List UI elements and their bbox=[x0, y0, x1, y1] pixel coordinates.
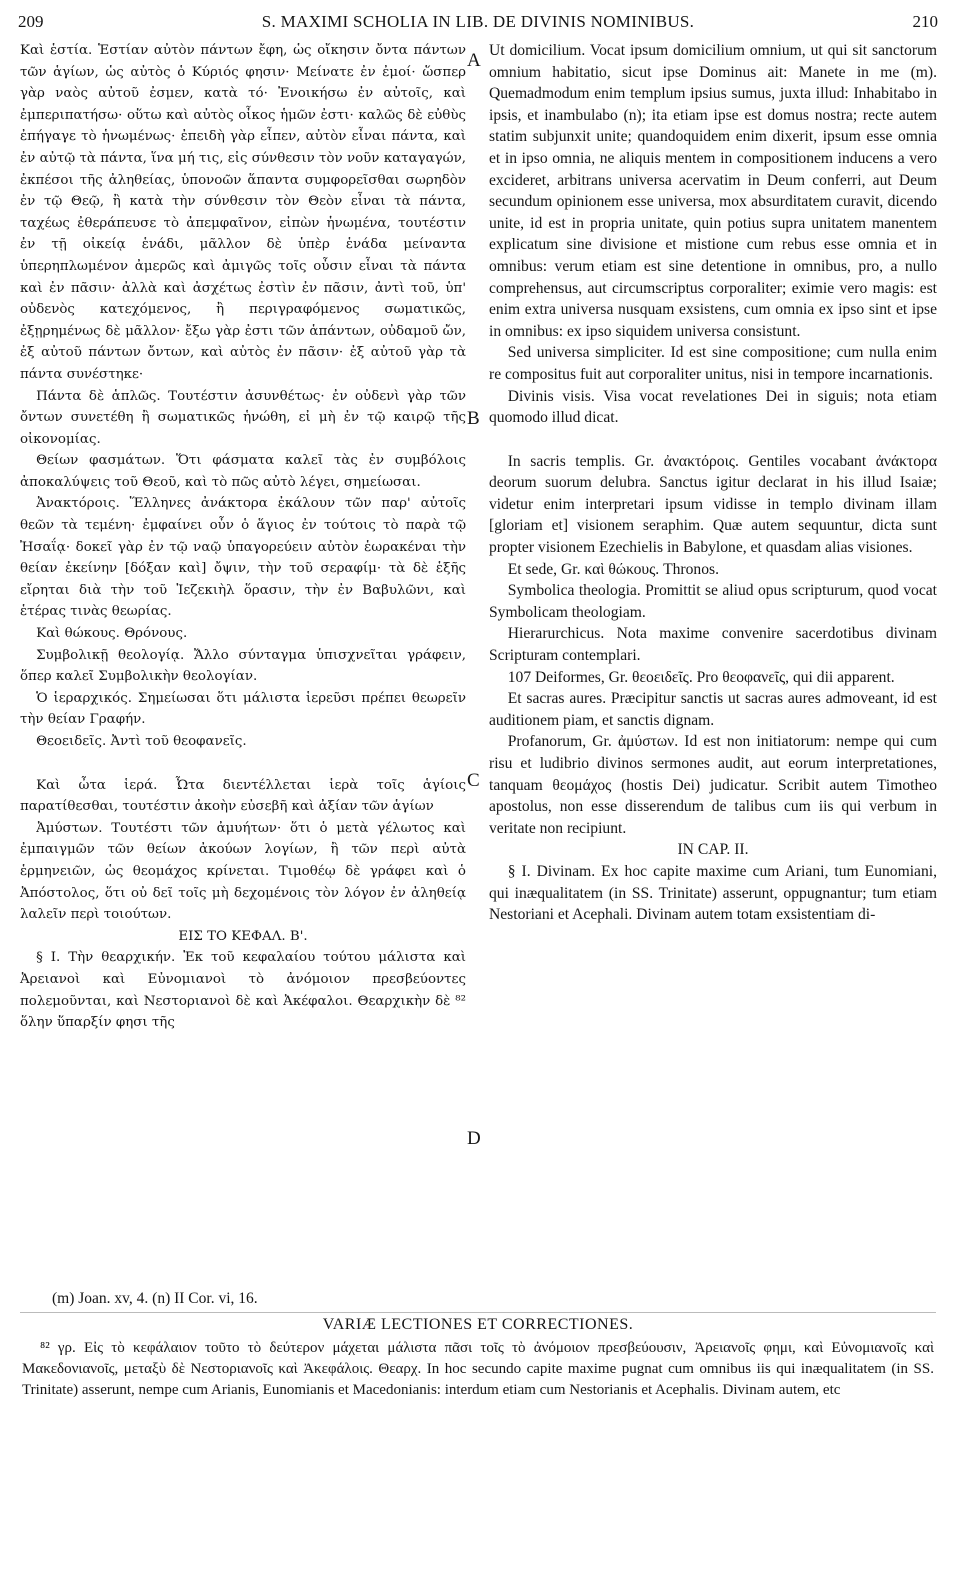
scripture-references: (m) Joan. xv, 4. (n) II Cor. vi, 16. bbox=[52, 1290, 258, 1307]
greek-para-symbolike: Συμβολικῇ θεολογίᾳ. Ἄλλο σύνταγμα ὑπισχνεῖται γράφειν, ὅπερ καλεῖ Συμβολικὴν θεολογίαν. bbox=[20, 647, 466, 685]
latin-para-sacras-aures: Et sacras aures. Præcipitur sanctis ut sacras aures admoveant, id est auditionem piam, et sanctis dignam. bbox=[489, 690, 937, 729]
greek-column bbox=[20, 40, 466, 1034]
greek-chapter-heading: ΕΙΣ ΤΟ ΚΕΦΑΛ. Β'. bbox=[178, 928, 308, 944]
greek-para-thokous: Καὶ θώκους. Θρόνους. bbox=[36, 626, 188, 642]
latin-para-universa: Sed universa simpliciter. Id est sine compositione; cum nulla enim re compositus fuit aut corporaliter unitus, nisi in tempore incarnationis. bbox=[489, 344, 937, 383]
greek-para-amyston: Ἀμύστων. Τουτέστι τῶν ἀμυήτων· ὅτι ὁ μετὰ γέλωτος καὶ ἐμπαιγμῶν τῶν θείων ἀκούων λογίων, ἢ τῶν περὶ αὐτὰ ἑρμηνειῶν, ὡς θεομάχος κρίνεται. Τιμοθέῳ δὲ γράφει καὶ ὁ Ἀπόστολος, ὅτι οὐ δεῖ τοῖς μὴ δεχομένοις τὸν λόγον ἐν ἀληθείᾳ λαλεῖν περὶ τοιούτων. bbox=[20, 820, 466, 923]
latin-chapter-heading: IN CAP. II. bbox=[677, 841, 749, 859]
latin-para-profanorum: Profanorum, Gr. ἀμύστων. Id est non initiatorum: nempe qui cum risu et ludibrio divinos sermones audit, aut eorum interpretationes, tanquam θεομάχος (hostis Dei) judicatur. Scribit autem Timotheo apostolus, non esse disserendum de talibus cum iis qui verbum in veritate non recipiunt. bbox=[489, 733, 937, 837]
latin-para-domicilium: Ut domicilium. Vocat ipsum domicilium omnium, ut qui sit sanctorum omnium habitatio, sicut ipse Dominus ait: Manete in me (m). Quemadmodum enim templum ipsius sumus, juxta illud: Inhabitabo in ipsis, et inambulabo (n); ita etiam ipse est domus nostra; recte autem statim subjunxit unite; quandoquidem enim dixerit, ipsum esse omnia et in ipso omnia, ne aliquis mentem in compositionem inducens a vero excideret, arbitrans universa acervatim in Deum conferri, aut Deum secundum opinionem esse universa, mox absurditatem curavit, dicendo unite, id est in propria unitate, quin potius supra unitatem manentem explicatum sine divisione et mistione cum rebus esse omnia et in omnibus: verum etiam est sine detentione in omnibus, pro, a nullo comprehensus, aut circumscriptus corporaliter; eximie vero magis: est enim extra universa nusquam exsistens, cum omnia ex ipso sint et ipse in omnibus: ex ipso siquidem universa consistunt. bbox=[489, 42, 937, 340]
greek-para-hierarchikos: Ὁ ἱεραρχικός. Σημείωσαι ὅτι μάλιστα ἱερεῦσι πρέπει θεωρεῖν τὴν θείαν Γραφήν. bbox=[20, 690, 466, 728]
latin-para-deiformes: 107 Deiformes, Gr. θεοειδεῖς. Pro θεοφανεῖς, qui dii apparent. bbox=[507, 668, 895, 686]
page-number-right: 210 bbox=[912, 12, 938, 31]
latin-para-divinam: § I. Divinam. Ex hoc capite maxime cum Ariani, tum Eunomiani, qui inæqualitatem (in SS. Trinitate) asserunt, oppugnantur; tum etiam Nestoriani et Acephali. Divinam autem totam exsistentiam di- bbox=[489, 862, 937, 924]
latin-column bbox=[489, 40, 937, 926]
page-number-left: 209 bbox=[18, 12, 44, 31]
greek-para-hestia: Καὶ ἑστία. Ἑστίαν αὐτὸν πάντων ἔφη, ὡς οἴκησιν ὄντα πάντων τῶν ἁγίων, ὡς αὐτὸς ὁ Κύριός φησιν· Μείνατε ἐν ἐμοί· ὥσπερ γὰρ ναὸς αὐτοῦ ἐσμεν, κατὰ τό· Ἐνοικήσω ἐν αὐτοῖς, καὶ ἐμπεριπατήσω· οὕτω καὶ αὐτὸς οἶκος ἡμῶν ἐστι· καλῶς δὲ εὐθὺς ἐπήγαγε τὸ ἡνωμένως· ἐπειδὴ γὰρ εἶπεν, αὐτὸν εἶναι πάντα, καὶ ἐν αὐτῷ τὰ πάντα, ἵνα μή τις, εἰς σύνθεσιν τὸν νοῦν καταγαγών, ἐκπέσοι τῆς ἀληθείας, ὑπονοῶν ἅπαντα συμφορεῖσθαι σωρηδὸν ἐν τῷ Θεῷ, ἢ κατὰ τὴν σύνθεσιν τὸν Θεὸν εἶναι τὰ πάντα, ταχέως ἐθεράπευσε τὸ ἀπεμφαῖνον, εἰπὼν ἡνωμένα, τουτέστιν ἐν τῇ οἰκείᾳ ἑνάδι, μᾶλλον δὲ ὑπὲρ ἑνάδα μείναντα ὑπερηπλωμένον ἀμερῶς καὶ ἀμιγῶς τοῖς οὖσιν εἶναι τὰ πάντα καὶ ἐν πᾶσιν· ἀλλὰ καὶ ἀσχέτως ἐστὶν ἐν πᾶσιν, ἀντὶ τοῦ, ὑπ' οὐδενὸς κατεχόμενος, ἢ περιγραφόμενος σωματικῶς, ἐξῃρημένως δὲ μᾶλλον· ἔξω γὰρ ἐστι τῶν ἁπάντων, οὐδαμοῦ ὤν, ἐξ αὐτοῦ πάντων ὄντων, καὶ αὐτὸς ἐν πᾶσιν· ἐξ αὐτοῦ γὰρ τὰ πάντα συνέστηκε· bbox=[20, 43, 466, 382]
variae-lectiones-text: ⁸² γρ. Εἰς τὸ κεφάλαιον τοῦτο τὸ δεύτερον μάχεται μάλιστα πᾶσι τοῖς τὸ ἀνόμοιον πρεσβεύουσιν, Ἀρειανοῖς φημι, καὶ Εὐνομιανοῖς καὶ Μακεδονιανοῖς, μεταξὺ δὲ Νεστοριανοῖς καὶ Ἀκεφάλοις. Θεαρχ. In hoc secundo capite maxime pugnat cum omnibus iis qui inæqualitatem (in SS. Trinitate) asserunt, nempe cum Arianis, Eunomianis et Macedonianis: interdum etiam cum Nestorianis et Acephalis. Divinam autem, etc bbox=[22, 1340, 934, 1398]
latin-para-divinis-visis: Divinis visis. Visa vocat revelationes Dei in siguis; nota etiam quomodo illud dicat. bbox=[489, 387, 937, 427]
margin-letter-c: C bbox=[467, 770, 480, 791]
greek-para-thearchiken: § I. Τὴν θεαρχικήν. Ἐκ τοῦ κεφαλαίου τούτου μάλιστα καὶ Ἀρειανοὶ καὶ Εὐνομιανοὶ τὸ ἀνόμοιον πρεσβεύοντες πολεμοῦνται, καὶ Νεστοριανοὶ δὲ καὶ Ἀκέφαλοι. Θεαρχικὴν δὲ ⁸² ὅλην ὕπαρξίν φησι τῆς bbox=[20, 950, 466, 1031]
margin-letter-d: D bbox=[467, 1128, 481, 1149]
greek-para-ota: Καὶ ὦτα ἱερά. Ὦτα διεντέλλεται ἱερὰ τοῖς ἁγίοις παρατίθεσθαι, τουτέστιν ἀκοὴν εὐσεβῆ καὶ ἀξίαν τῶν ἁγίων bbox=[20, 777, 466, 815]
running-title: S. MAXIMI SCHOLIA IN LIB. DE DIVINIS NOMINIBUS. bbox=[261, 12, 695, 31]
notes-divider bbox=[20, 1312, 936, 1313]
latin-para-sede: Et sede, Gr. καὶ θώκους. Thronos. bbox=[507, 560, 719, 578]
variae-lectiones-heading: VARIÆ LECTIONES ET CORRECTIONES. bbox=[322, 1316, 634, 1333]
greek-para-panta: Πάντα δὲ ἁπλῶς. Τουτέστιν ἀσυνθέτως· ἐν οὐδενὶ γὰρ τῶν ὄντων συνετέθη ἢ σωματικῶς ἡνώθη, εἰ μὴ ἐν τῷ καιρῷ τῆς οἰκονομίας. bbox=[20, 388, 466, 447]
margin-letter-b: B bbox=[467, 408, 480, 429]
greek-para-theoeideis: Θεοειδεῖς. Ἀντὶ τοῦ θεοφανεῖς. bbox=[36, 734, 247, 749]
margin-letter-a: A bbox=[467, 50, 481, 71]
page-header bbox=[18, 12, 938, 42]
latin-para-hierarchicus: Hierarurchicus. Nota maxime convenire sacerdotibus divinam Scripturam contemplari. bbox=[489, 625, 937, 665]
latin-para-symbolica: Symbolica theologia. Promittit se aliud opus scripturum, quod vocat Symbolicam theologiam. bbox=[489, 582, 937, 621]
greek-para-phasmaton: Θείων φασμάτων. Ὅτι φάσματα καλεῖ τὰς ἐν συμβόλοις ἀποκαλύψεις τοῦ Θεοῦ, καὶ τὸ πῶς αὐτὸ λέγει, σημείωσαι. bbox=[20, 453, 466, 490]
latin-para-sacris-templis: In sacris templis. Gr. ἀνακτόροις. Gentiles vocabant ἀνάκτορα deorum suorum delubra. Sanctus igitur declarat in his illud Isaiæ; videtur enim interpretari ipsum vidisse in templo divinam illam [gloriam et] visionem seraphim. Quæ autem sequuntur, dicta sunt propter visionem Ezechielis in Babylone, et quasdam alias visiones. bbox=[489, 452, 937, 557]
greek-para-anaktorois: Ἀνακτόροις. Ἕλληνες ἀνάκτορα ἐκάλουν τῶν παρ' αὐτοῖς θεῶν τὰ τεμένη· ἐμφαίνει οὖν ὁ ἅγιος ἐν τούτοις τὸ παρὰ τῷ Ἠσαΐᾳ· δοκεῖ γὰρ ἐν τῷ ναῷ ὑπαγορεύειν αὐτὸν ἑωρακέναι τὴν θείαν ἐκείνην [δόξαν καὶ] ὄψιν, τὴν τοῦ σεραφίμ· τὰ δὲ ἑξῆς εἴρηται διὰ τὴν τοῦ Ἰεζεκιὴλ ὅρασιν, τὴν ἐν Βαβυλῶνι, καὶ ἑτέρας τινὰς θεωρίας. bbox=[20, 496, 466, 620]
